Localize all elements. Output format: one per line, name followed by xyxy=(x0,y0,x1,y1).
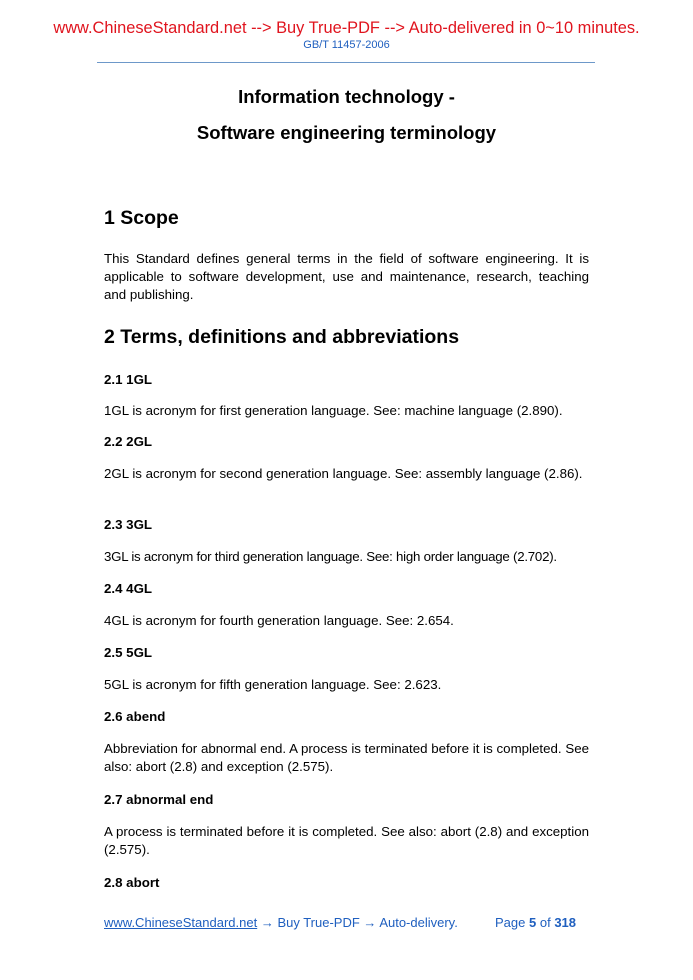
term-definition: 4GL is acronym for fourth generation language. See: 2.654. xyxy=(104,613,454,628)
term-heading: 2.2 2GL xyxy=(104,434,153,449)
term-heading: 2.7 abnormal end xyxy=(104,792,214,807)
scope-paragraph: This Standard defines general terms in the field of software engineering. It is applicable to software development, use and maintenance, research, teaching and publishing. xyxy=(104,251,589,302)
footer-site-link[interactable]: www.ChineseStandard.net xyxy=(104,915,258,930)
term-definition: 3GL is acronym for third generation language. See: high order language (2.702). xyxy=(104,549,557,564)
document-title-line-2: Software engineering terminology xyxy=(196,122,497,143)
term-heading: 2.4 4GL xyxy=(104,581,153,596)
page-of-label: of xyxy=(539,915,551,930)
term-definition: A process is terminated before it is completed. See also: abort (2.8) and exception (2.575). xyxy=(104,824,589,857)
header-banner-link[interactable]: www.ChineseStandard.net --> Buy True-PDF --> Auto-delivered in 0~10 minutes. xyxy=(53,19,640,37)
footer-arrow-icon: → xyxy=(257,915,278,930)
term-definition: 1GL is acronym for first generation language. See: machine language (2.890). xyxy=(104,403,563,418)
footer-arrow-icon: → xyxy=(359,915,380,930)
term-definition: 2GL is acronym for second generation language. See: assembly language (2.86). xyxy=(104,466,583,481)
term-definition: 5GL is acronym for fifth generation language. See: 2.623. xyxy=(104,677,442,692)
page-number: 5 xyxy=(529,915,537,930)
term-heading: 2.6 abend xyxy=(104,709,166,724)
page-indicator xyxy=(495,915,576,930)
page-footer xyxy=(104,915,589,930)
term-definition: Abbreviation for abnormal end. A process is terminated before it is completed. See also: abort (2.8) and exception (2.575). xyxy=(104,741,589,774)
term-heading: 2.3 3GL xyxy=(104,517,153,532)
term-heading: 2.8 abort xyxy=(104,875,160,890)
footer-delivery-text: Auto-delivery. xyxy=(379,915,458,930)
document-title-line-1: Information technology - xyxy=(238,86,455,107)
section-heading-terms: 2 Terms, definitions and abbreviations xyxy=(104,326,460,348)
header-divider xyxy=(97,62,595,63)
footer-buy-link[interactable]: Buy True-PDF xyxy=(277,915,360,930)
section-heading-scope: 1 Scope xyxy=(104,207,179,229)
page-label: Page xyxy=(495,915,526,930)
term-heading: 2.5 5GL xyxy=(104,645,153,660)
term-heading: 2.1 1GL xyxy=(104,372,153,387)
standard-code: GB/T 11457-2006 xyxy=(303,39,390,51)
total-pages: 318 xyxy=(554,915,577,930)
